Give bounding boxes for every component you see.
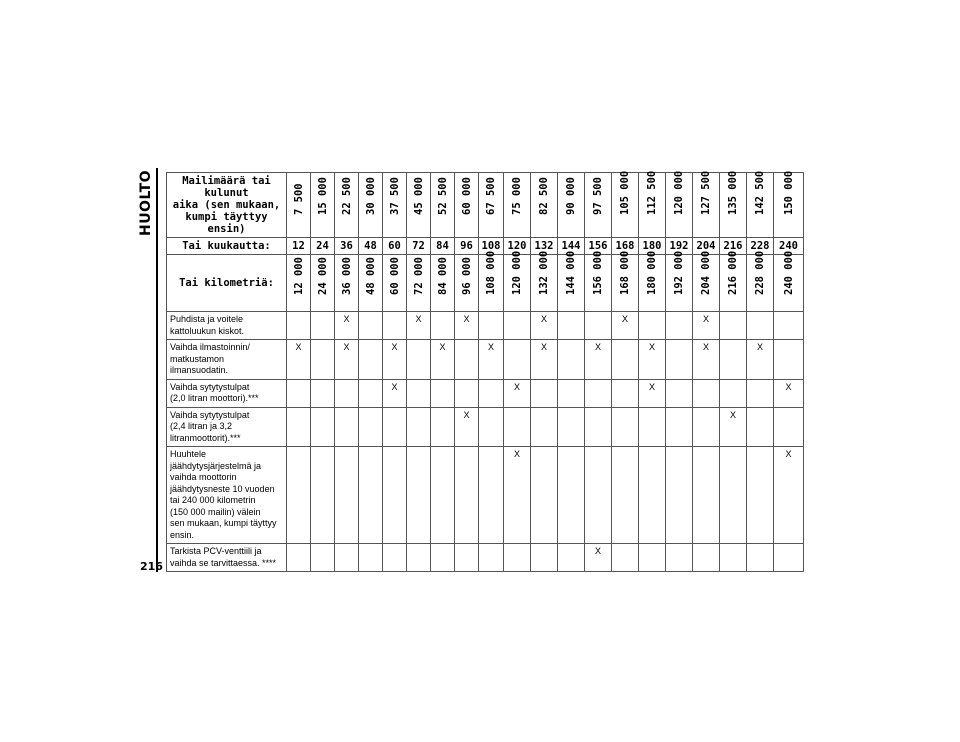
- task-mark-cell: [747, 447, 774, 544]
- miles-value: 112 500: [646, 170, 658, 215]
- task-mark-cell: [455, 447, 479, 544]
- km-value: 132 000: [538, 250, 550, 295]
- task-mark-cell: [639, 312, 666, 340]
- miles-cell: [455, 173, 479, 238]
- miles-cell: [693, 170, 720, 238]
- miles-value: 120 000: [673, 170, 685, 215]
- maintenance-schedule-table: [166, 172, 804, 572]
- km-value: 24 000: [316, 257, 329, 295]
- task-mark-cell: [383, 447, 407, 544]
- task-mark-cell: [287, 544, 311, 572]
- miles-value: 150 000: [782, 170, 795, 215]
- header-row-miles: [167, 173, 804, 238]
- task-mark: X: [295, 342, 302, 352]
- task-mark-cell: [747, 379, 774, 407]
- task-label: [167, 407, 287, 447]
- task-mark-cell: [693, 340, 720, 380]
- task-row: [167, 407, 804, 447]
- task-mark-cell: [747, 340, 774, 380]
- task-mark-cell: [666, 544, 693, 572]
- months-value: 216: [720, 238, 747, 255]
- km-cell: [666, 250, 693, 312]
- task-label-line: jäähdytysjärjestelmä ja: [170, 460, 262, 471]
- task-mark-cell: [479, 379, 504, 407]
- miles-cell: [585, 173, 612, 238]
- task-mark-cell: [359, 407, 383, 447]
- task-mark-cell: [693, 447, 720, 544]
- km-cell: [311, 255, 335, 312]
- months-value: 96: [455, 238, 479, 255]
- task-mark: X: [343, 314, 350, 324]
- task-mark: X: [391, 381, 398, 392]
- task-label: [167, 340, 287, 380]
- task-mark-cell: [383, 340, 407, 380]
- task-mark-cell: [531, 340, 558, 380]
- miles-value: 142 500: [754, 170, 766, 215]
- months-value: 192: [666, 238, 693, 255]
- miles-value: 52 500: [436, 177, 449, 215]
- task-mark-cell: [479, 544, 504, 572]
- months-value: 168: [612, 238, 639, 255]
- task-mark-cell: [612, 447, 639, 544]
- km-cell: [774, 250, 804, 312]
- km-value: 180 000: [646, 250, 658, 295]
- task-mark-cell: [287, 340, 311, 380]
- months-value: 228: [747, 238, 774, 255]
- section-divider: [156, 168, 158, 572]
- task-mark: X: [594, 546, 601, 556]
- km-value: 216 000: [727, 250, 739, 295]
- task-mark-cell: [747, 544, 774, 572]
- task-mark: X: [540, 314, 547, 324]
- task-mark-cell: [311, 340, 335, 380]
- task-mark-cell: [383, 407, 407, 447]
- task-mark-cell: [747, 312, 774, 340]
- page-number: 216: [140, 560, 163, 573]
- task-mark-cell: [585, 407, 612, 447]
- km-cell: [407, 255, 431, 312]
- task-mark-cell: [287, 407, 311, 447]
- task-mark-cell: [407, 447, 431, 544]
- task-mark-cell: [639, 544, 666, 572]
- task-mark-cell: [612, 340, 639, 380]
- task-mark: X: [513, 381, 520, 392]
- miles-cell: [383, 173, 407, 238]
- task-mark-cell: [774, 544, 804, 572]
- miles-cell: [747, 170, 774, 238]
- task-mark-cell: [585, 340, 612, 380]
- km-value: 168 000: [619, 250, 631, 295]
- months-value: 120: [504, 238, 531, 255]
- task-mark-cell: [747, 407, 774, 447]
- miles-cell: [287, 173, 311, 238]
- task-mark-cell: [531, 407, 558, 447]
- task-mark: X: [513, 449, 520, 459]
- header-label-line: aika (sen mukaan,: [172, 199, 281, 211]
- task-mark-cell: [407, 407, 431, 447]
- miles-cell: [359, 173, 383, 238]
- task-mark: X: [648, 381, 655, 392]
- task-mark-cell: [666, 447, 693, 544]
- task-label-line: Vaihda sytytystulpat: [170, 409, 250, 420]
- task-mark: X: [621, 314, 628, 324]
- task-mark-cell: [311, 447, 335, 544]
- task-mark-cell: [479, 407, 504, 447]
- task-mark-cell: [774, 312, 804, 340]
- task-mark-cell: [455, 544, 479, 572]
- task-label-line: kattoluukun kiskot.: [170, 325, 245, 336]
- km-value: 240 000: [782, 250, 795, 295]
- task-mark-cell: [639, 340, 666, 380]
- task-mark-cell: [359, 379, 383, 407]
- task-mark-cell: [558, 407, 585, 447]
- task-mark-cell: [774, 379, 804, 407]
- task-mark-cell: [639, 379, 666, 407]
- task-mark-cell: [287, 379, 311, 407]
- task-mark: X: [391, 342, 398, 352]
- months-value: 240: [774, 238, 804, 255]
- miles-cell: [479, 173, 504, 238]
- months-value: 156: [585, 238, 612, 255]
- miles-value: 60 000: [460, 177, 473, 215]
- task-mark-cell: [359, 544, 383, 572]
- miles-cell: [531, 173, 558, 238]
- km-cell: [504, 250, 531, 312]
- task-label: [167, 544, 287, 572]
- task-mark-cell: [666, 312, 693, 340]
- km-cell: [383, 255, 407, 312]
- task-mark-cell: [720, 544, 747, 572]
- task-mark-cell: [407, 544, 431, 572]
- km-value: 84 000: [436, 257, 449, 295]
- task-mark-cell: [774, 407, 804, 447]
- miles-value: 105 000: [619, 170, 631, 215]
- task-mark-cell: [479, 340, 504, 380]
- task-mark-cell: [431, 312, 455, 340]
- task-mark-cell: [479, 447, 504, 544]
- miles-cell: [558, 173, 585, 238]
- task-mark-cell: [666, 340, 693, 380]
- km-value: 96 000: [460, 257, 473, 295]
- task-mark-cell: [774, 340, 804, 380]
- task-mark-cell: [335, 544, 359, 572]
- miles-value: 7 500: [292, 183, 305, 215]
- miles-cell: [720, 170, 747, 238]
- task-mark-cell: [720, 340, 747, 380]
- task-mark-cell: [666, 407, 693, 447]
- task-mark-cell: [383, 379, 407, 407]
- km-value: 204 000: [700, 250, 712, 295]
- km-value: 108 000: [485, 250, 497, 295]
- task-mark-cell: [504, 340, 531, 380]
- task-mark: X: [415, 314, 422, 324]
- months-value: 180: [639, 238, 666, 255]
- task-label-line: Vaihda sytytystulpat: [170, 381, 250, 392]
- section-tab: [138, 168, 154, 238]
- task-mark-cell: [585, 447, 612, 544]
- months-value: 144: [558, 238, 585, 255]
- header-label-line: kumpi täyttyy ensin): [185, 211, 268, 235]
- task-label-line: (150 000 mailin) välein: [170, 506, 261, 517]
- task-mark: X: [756, 342, 763, 352]
- task-mark-cell: [431, 407, 455, 447]
- task-mark-cell: [359, 312, 383, 340]
- task-mark-cell: [693, 544, 720, 572]
- task-mark-cell: [504, 312, 531, 340]
- task-mark: X: [487, 342, 494, 352]
- task-mark: X: [463, 314, 470, 324]
- months-value: 12: [287, 238, 311, 255]
- task-mark-cell: [407, 340, 431, 380]
- months-value: 72: [407, 238, 431, 255]
- task-mark-cell: [558, 447, 585, 544]
- km-cell: [531, 250, 558, 312]
- miles-cell: [612, 170, 639, 238]
- header-row-km: [167, 255, 804, 312]
- months-value: 60: [383, 238, 407, 255]
- task-mark: X: [785, 381, 792, 392]
- km-cell: [455, 255, 479, 312]
- task-mark: X: [594, 342, 601, 352]
- task-mark: X: [785, 449, 792, 459]
- miles-value: 75 000: [511, 177, 523, 215]
- task-mark-cell: [585, 544, 612, 572]
- km-cell: [747, 250, 774, 312]
- task-mark-cell: [612, 544, 639, 572]
- task-mark-cell: [455, 312, 479, 340]
- task-mark-cell: [639, 407, 666, 447]
- header-label-line: Mailimäärä tai kulunut: [182, 175, 271, 199]
- km-cell: [612, 250, 639, 312]
- task-mark-cell: [504, 407, 531, 447]
- task-mark-cell: [531, 447, 558, 544]
- task-label: [167, 379, 287, 407]
- task-mark-cell: [335, 379, 359, 407]
- task-mark: X: [648, 342, 655, 352]
- task-mark-cell: [693, 312, 720, 340]
- task-label-line: Huuhtele: [170, 449, 207, 459]
- km-cell: [479, 250, 504, 312]
- task-mark: X: [343, 342, 350, 352]
- miles-value: 22 500: [340, 177, 353, 215]
- task-mark-cell: [720, 407, 747, 447]
- task-mark-cell: [720, 447, 747, 544]
- km-cell: [585, 250, 612, 312]
- task-mark-cell: [335, 407, 359, 447]
- task-mark-cell: [504, 447, 531, 544]
- miles-value: 30 000: [364, 177, 377, 215]
- task-mark-cell: [407, 379, 431, 407]
- miles-value: 37 500: [388, 177, 401, 215]
- miles-value: 45 000: [412, 177, 425, 215]
- task-label-line: matkustamon: [170, 353, 225, 364]
- task-mark-cell: [383, 312, 407, 340]
- km-value: 228 000: [754, 250, 766, 295]
- task-mark-cell: [504, 544, 531, 572]
- task-mark-cell: [431, 379, 455, 407]
- km-value: 156 000: [592, 250, 604, 295]
- task-mark-cell: [774, 447, 804, 544]
- km-cell: [639, 250, 666, 312]
- task-row: [167, 447, 804, 544]
- task-mark-cell: [531, 379, 558, 407]
- task-mark: X: [702, 342, 709, 352]
- task-mark-cell: [612, 312, 639, 340]
- task-mark-cell: [693, 379, 720, 407]
- header-label-km: Tai kilometriä:: [167, 255, 287, 312]
- task-mark-cell: [558, 312, 585, 340]
- km-cell: [558, 250, 585, 312]
- miles-cell: [311, 173, 335, 238]
- miles-cell: [407, 173, 431, 238]
- km-cell: [359, 255, 383, 312]
- miles-value: 15 000: [316, 177, 329, 215]
- km-value: 48 000: [364, 257, 377, 295]
- task-mark-cell: [504, 379, 531, 407]
- miles-value: 127 500: [700, 170, 712, 215]
- task-mark-cell: [455, 379, 479, 407]
- task-mark-cell: [455, 340, 479, 380]
- task-label-line: tai 240 000 kilometrin: [170, 495, 256, 505]
- task-row: [167, 379, 804, 407]
- task-mark: X: [540, 342, 547, 352]
- task-label-line: vaihda se tarvittaessa. ****: [170, 557, 277, 568]
- km-cell: [720, 250, 747, 312]
- months-value: 36: [335, 238, 359, 255]
- task-mark-cell: [558, 379, 585, 407]
- task-label-line: Tarkista PCV-venttiili ja: [170, 546, 262, 556]
- header-label-miles: [167, 173, 287, 238]
- task-label-line: litranmoottorit).***: [170, 432, 241, 443]
- task-mark-cell: [612, 407, 639, 447]
- task-mark-cell: [720, 379, 747, 407]
- months-value: 132: [531, 238, 558, 255]
- km-value: 12 000: [292, 257, 305, 295]
- task-label-line: (2,0 litran moottori).***: [170, 393, 259, 403]
- task-mark: X: [702, 314, 709, 324]
- task-mark-cell: [335, 340, 359, 380]
- task-row: [167, 544, 804, 572]
- task-row: [167, 312, 804, 340]
- task-mark-cell: [311, 407, 335, 447]
- task-mark-cell: [531, 312, 558, 340]
- task-label-line: vaihda moottorin: [170, 472, 237, 482]
- task-mark-cell: [287, 447, 311, 544]
- km-cell: [431, 255, 455, 312]
- task-label-line: jäähdytysneste 10 vuoden: [170, 483, 275, 494]
- km-cell: [287, 255, 311, 312]
- task-mark-cell: [431, 544, 455, 572]
- km-cell: [693, 250, 720, 312]
- miles-cell: [639, 170, 666, 238]
- miles-cell: [774, 170, 804, 238]
- task-mark-cell: [455, 407, 479, 447]
- task-mark-cell: [431, 447, 455, 544]
- section-tab-label: HUOLTO: [138, 169, 154, 237]
- task-mark-cell: [693, 407, 720, 447]
- months-value: 24: [311, 238, 335, 255]
- months-value: 48: [359, 238, 383, 255]
- task-mark: X: [729, 409, 736, 420]
- task-mark-cell: [311, 544, 335, 572]
- miles-value: 135 000: [727, 170, 739, 215]
- km-value: 36 000: [340, 257, 353, 295]
- months-value: 204: [693, 238, 720, 255]
- task-mark-cell: [311, 379, 335, 407]
- km-value: 120 000: [511, 250, 523, 295]
- task-mark-cell: [558, 544, 585, 572]
- task-label-line: ilmansuodatin.: [170, 365, 229, 375]
- task-mark: X: [463, 409, 470, 420]
- task-mark-cell: [359, 447, 383, 544]
- task-mark-cell: [335, 312, 359, 340]
- task-mark-cell: [383, 544, 407, 572]
- miles-cell: [431, 173, 455, 238]
- task-label-line: sen mukaan, kumpi täyttyy: [170, 518, 277, 528]
- header-label-months: Tai kuukautta:: [167, 238, 287, 255]
- task-mark-cell: [720, 312, 747, 340]
- months-value: 108: [479, 238, 504, 255]
- task-mark-cell: [479, 312, 504, 340]
- miles-value: 67 500: [485, 177, 497, 215]
- task-label-line: Vaihda ilmastoinnin/: [170, 342, 250, 352]
- task-mark-cell: [558, 340, 585, 380]
- task-label-line: ensin.: [170, 529, 195, 540]
- km-value: 60 000: [388, 257, 401, 295]
- task-mark-cell: [311, 312, 335, 340]
- task-mark-cell: [585, 379, 612, 407]
- task-label: [167, 447, 287, 544]
- task-mark-cell: [531, 544, 558, 572]
- task-mark-cell: [666, 379, 693, 407]
- miles-value: 97 500: [592, 177, 604, 215]
- task-mark-cell: [335, 447, 359, 544]
- task-mark-cell: [431, 340, 455, 380]
- task-mark-cell: [407, 312, 431, 340]
- miles-value: 82 500: [538, 177, 550, 215]
- miles-cell: [666, 170, 693, 238]
- km-value: 72 000: [412, 257, 425, 295]
- km-value: 144 000: [565, 250, 577, 295]
- task-mark-cell: [639, 447, 666, 544]
- task-label-line: (2,4 litran ja 3,2: [170, 421, 233, 431]
- task-mark-cell: [359, 340, 383, 380]
- miles-cell: [335, 173, 359, 238]
- task-mark-cell: [287, 312, 311, 340]
- miles-cell: [504, 173, 531, 238]
- miles-value: 90 000: [565, 177, 577, 215]
- km-value: 192 000: [673, 250, 685, 295]
- task-mark: X: [439, 342, 446, 352]
- task-mark-cell: [585, 312, 612, 340]
- task-label-line: Puhdista ja voitele: [170, 314, 244, 324]
- task-mark-cell: [612, 379, 639, 407]
- task-row: [167, 340, 804, 380]
- task-label: [167, 312, 287, 340]
- months-value: 84: [431, 238, 455, 255]
- km-cell: [335, 255, 359, 312]
